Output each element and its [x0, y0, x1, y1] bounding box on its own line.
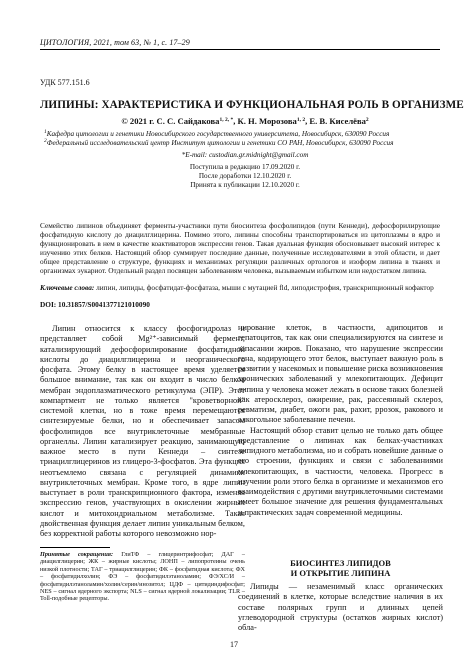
affiliation — [44, 130, 444, 139]
copyright-year: © 2021 г. — [121, 116, 155, 126]
paragraph: нирование клеток, в частности, адипоцитов и гепатоцитов, так как они специализируются на синтезе и запасании жиров. Показано, что нарушение экспрессии гена, кодирующего этот белок, выступает важную роль в развитии у насекомых и повышение риска возникновения хронических заболеваний у млекопитающих. Дефицит липина у человека может лежать в основе таких болезней как атеросклероз, ожирение, рак, рассеянный склероз, ревматизм, диабет, ожоги рак, рахит, ррозок, ракового и алкогольное заболевание печени. — [238, 323, 443, 425]
date-received: Поступила в редакцию 17.09.2020 г. — [189, 163, 301, 171]
footnote-text: ГлиТФ – глицеринтрифосфат; ДАГ – диацилглицерин; ЖК – жирные кислоты; ЛОНП – липопротеины очень низкой плотности; ТАГ – триацилглицерин; ФК – фосфатидная кислота; ФХ – фосфатидилхолин; ФЭ – фосфатидилэтаноламин; ФЭ/ХС/И – фосфатидилэтаноламин/холин/серин/инозитол; ЦДФ – цитидиндифосфат; NES – сигнал ядерного экспорта; NLS – сигнал ядерной локализации; TLR – Toll-подобные рецепторы. — [40, 551, 245, 603]
article-title: ЛИПИНЫ: ХАРАКТЕРИСТИКА И ФУНКЦИОНАЛЬНАЯ РОЛЬ В ОРГАНИЗМЕ — [40, 99, 464, 111]
section-heading — [238, 558, 443, 578]
author-affiliation-marker: 1, 2 — [296, 117, 306, 123]
author-name: К. Н. Морозова — [237, 116, 297, 126]
footnote-label: Принятые сокращения: — [40, 551, 114, 558]
body-text-right-column — [238, 323, 443, 518]
doi: DOI: 10.31857/S0041377121010090 — [40, 300, 150, 309]
affiliation-text: Федеральный исследовательский центр Институт цитологии и генетики СО РАН, Новосибирск, 630090 Россия — [46, 139, 394, 147]
section-heading-line: И ОТКРЫТИЕ ЛИПИНА — [290, 568, 391, 578]
abstract: Семейство липинов объединяет ферменты-участники пути биосинтеза фосфолипидов (пути Кеннеди), дефосфорилирующие фосфатидную кислоту до диацилглицерина. Помимо этого, липины способны транспортироваться из цитоплазмы в ядро и функционировать в нем в качестве коактиваторов экспрессии генов. Такая дуальная функция обосновывает высокий интерес к изучению этих белков. Настоящий обзор суммирует последние данные, полученные исследователями в этой области, и дает общее представление о структуре, функциях и механизмах регуляции различных ортологов и изоформ липина в тканях и организмах эукариот. Отдельный раздел посвящен заболеваниям человека, вызываемым избытком или недостатком липина. — [40, 221, 440, 276]
header-rule — [40, 49, 440, 50]
author-affiliation-marker: 1, 2, * — [219, 117, 234, 123]
affiliation-number: 2 — [44, 138, 47, 144]
udk-code: УДК 577.151.6 — [40, 78, 90, 87]
keywords-label: Ключевые слова: — [40, 283, 95, 292]
footnote-rule — [40, 547, 110, 548]
affiliation-text: Кафедра цитологии и генетики Новосибирского государственного университета, Новосибирск, 630090 Россия — [46, 130, 390, 138]
section-body-text: Липиды — незаменимый класс органических соединений в клетке, которые вследствие наличия в их составе полярных групп и длинных цепей углеводородной структуры (остатков жирных кислот) обла- — [238, 582, 443, 632]
author-line: © 2021 г. С. С. Сайдакова$^{1, 2, *}$, К. Н. Морозова$^{1, 2}$, Е. В. Киселёва$^2$ — [121, 116, 369, 126]
corresponding-email: *E-mail: custodian.gr.midnight@gmail.com — [181, 151, 309, 159]
date-accepted: Принята к публикации 12.10.2020 г. — [190, 181, 300, 189]
body-text-left-column: Липин относится к классу фосфогидролаз и представляет собой Mg²⁺-зависимый фермент, катализирующий дефосфорилирование фосфатидной кислоты до диацилглицерина и неорганического фосфата. Этому белку в настоящее время уделяется большое внимание, так как он входит в число белков мембран эндоплазматического ретикулума (ЭПР). Этот компартмент не только является "кроветворной" системой клетки, но в тоже время перемещаются синтезируемые белки, но и обеспечивает запасом фосфолипидов все внутриклеточные мембранные органеллы. Липин катализирует реакцию, занимающую важное место в пути Кеннеди – синтезе триацилглицеринов из глицеро-3-фосфатов. Эта функция неотъемлемо связана с регуляцией динамики внутриклеточных мембран. Кроме того, в ядре липин выступает в роли транскрипционного фактора, изменяя экспрессию генов, участвующих в окислении жирных кислот и митохондриальном метаболизме. Такая двойственная функция делает липин уникальным белком, без корректной работы которого невозможно нор- — [40, 324, 245, 538]
keywords-text: липин, липиды, фосфатидат-фосфатаза, мыши с мутацией fld, липодистрофия, транскрипционный кофактор — [96, 283, 434, 292]
affiliation-number: 1 — [44, 129, 47, 135]
author-affiliation-marker: 2 — [365, 117, 369, 123]
section-heading-line: БИОСИНТЕЗ ЛИПИДОВ — [290, 558, 391, 568]
paragraph: Настоящий обзор ставит целью не только дать общее представление о липинах как белках-участниках липидного метаболизма, но и собрать новейшие данные о его строении, функциях и связи с заболеваниями млекопитающих, в частности, человека. Прогресс в изучении роли этого белка в организме и механизмов его взаимодействия с другими внутриклеточными системами имеет большое значение для решения фундаментальных и практических задач современной медицины. — [238, 425, 443, 517]
affiliation — [44, 139, 444, 148]
author-name: Е. В. Киселёва — [309, 116, 366, 126]
keywords — [40, 283, 440, 292]
journal-header: ЦИТОЛОГИЯ, 2021, том 63, № 1, с. 17–29 — [40, 38, 190, 47]
author-name: С. С. Сайдакова — [156, 116, 220, 126]
page-number: 17 — [230, 640, 238, 649]
abbreviations-footnote — [40, 551, 245, 603]
date-revised: После доработки 12.10.2020 г. — [198, 172, 292, 180]
